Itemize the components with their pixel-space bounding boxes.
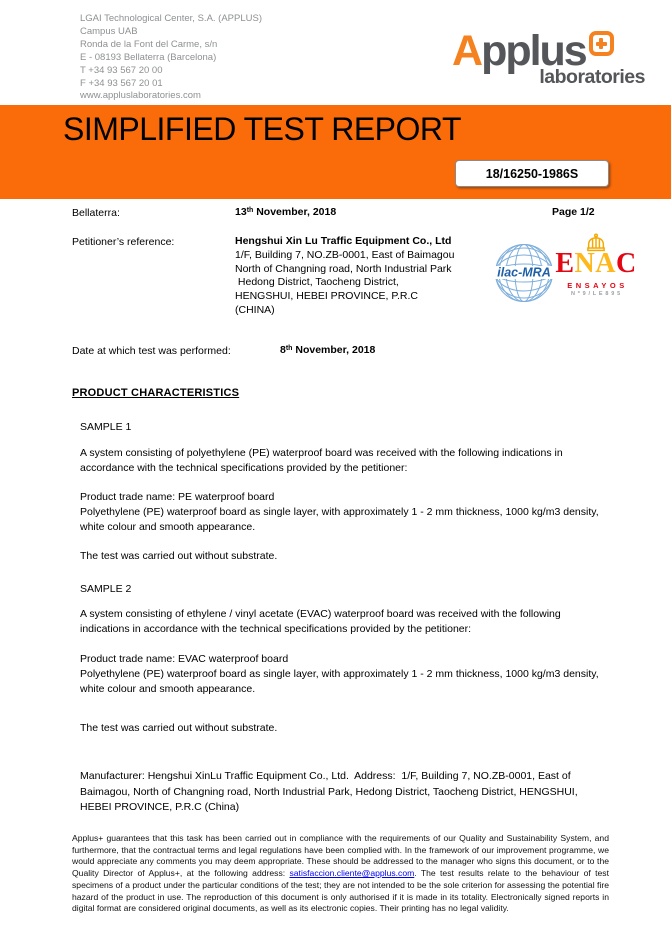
petitioner-address-line: HENGSHUI, HEBEI PROVINCE, P.R.C: [235, 290, 419, 303]
logo-wordmark-a: A: [452, 27, 482, 75]
enac-ensayos-text: ENSAYOS: [567, 281, 628, 290]
contact-line: Campus UAB: [80, 25, 138, 37]
lab-website-text: www.appluslaboratories.com: [80, 90, 201, 102]
enac-wordmark: ENAC: [555, 248, 637, 279]
contact-line: T +34 93 567 20 00: [80, 64, 163, 76]
petitioner-address-line: North of Changning road, North Industrial Park: [235, 262, 452, 275]
test-date-value: 8th November, 2018: [280, 344, 376, 356]
logo-wordmark-rest: pplus: [481, 27, 586, 75]
petitioner-address-block: [235, 235, 454, 318]
sample-1-trade-name: Product trade name: PE waterproof board: [80, 491, 275, 503]
sample-1-description: A system consisting of polyethylene (PE) waterproof board was received with the following indications in accordance with the technical specifications provided by the petitioner:: [80, 447, 563, 474]
lab-contact-block: [80, 13, 262, 103]
petitioner-company-name: Hengshui Xin Lu Traffic Equipment Co., Ltd: [235, 235, 452, 247]
test-date-label: Date at which test was performed:: [72, 345, 231, 357]
sample-2-note: The test was carried out without substrate.: [80, 722, 278, 734]
section-title-product-characteristics: PRODUCT CHARACTERISTICS: [72, 387, 240, 399]
contact-line: Ronda de la Font del Carme, s/n: [80, 38, 218, 50]
petitioner-address-line: Hedong District, Taocheng District,: [235, 276, 399, 289]
report-number-box: [455, 160, 609, 187]
report-date: 13th November, 2018: [235, 206, 337, 218]
sample-1-title: SAMPLE 1: [80, 421, 132, 433]
place-label: Bellaterra:: [72, 207, 120, 219]
sample-1-note: The test was carried out without substrate.: [80, 550, 278, 562]
sample-1-details: Polyethylene (PE) waterproof board as single layer, with approximately 1 - 2 mm thickness, 1000 kg/m3 density, white colour and smooth appearance.: [80, 506, 599, 533]
email-link[interactable]: satisfaccion.cliente@applus.com: [289, 868, 415, 879]
ilac-mra-text: ilac-MRA: [497, 265, 551, 280]
sample-2-description: A system consisting of ethylene / vinyl acetate (EVAC) waterproof board was received with the following indications in accordance with the technical specifications provided by the petitioner:: [80, 608, 561, 635]
report-banner: [0, 105, 671, 199]
contact-line: F +34 93 567 20 01: [80, 77, 163, 89]
globe-icon: [492, 243, 556, 303]
report-number: 18/16250-1986S: [485, 166, 579, 181]
plus-icon: [589, 31, 614, 56]
page-title: SIMPLIFIED TEST REPORT: [63, 111, 461, 147]
sample-2-details: Polyethylene (PE) waterproof board as single layer, with approximately 1 - 2 mm thickness, 1000 kg/m3 density, white colour and smooth appearance.: [80, 668, 599, 695]
legal-text-after-email: . The test results relate to the behaviour of test specimens of a product under the particular conditions of the test; they are not intended to be the sole criterion for assessing the potential fire hazard of the product in use. The reproduction of this document is only authorised if it is made in its totality. Electronically signed reports in digital format are considered original documents, as well as its electronic copies. Their printing has no legal validity.: [72, 868, 609, 914]
manufacturer-paragraph: Manufacturer: Hengshui XinLu Traffic Equipment Co., Ltd. Address: 1/F, Building 7, NO.ZB-0001, East of Baimagou, North of Changning road, North Industrial Park, Hedong District, Taocheng District, HENGSHUI, HEBEI PROVINCE, P.R.C (China): [80, 770, 581, 813]
page-indicator: Page 1/2: [552, 206, 595, 218]
petitioner-address-line: (CHINA): [235, 303, 275, 316]
sample-2-trade-name: Product trade name: EVAC waterproof board: [80, 653, 289, 665]
applus-logo: [452, 27, 647, 89]
contact-line: LGAI Technological Center, S.A. (APPLUS): [80, 13, 262, 24]
logo-laboratories-text: laboratories: [539, 66, 645, 88]
contact-line: E - 08193 Bellaterra (Barcelona): [80, 51, 217, 63]
sample-2-trade-block: [80, 652, 607, 697]
legal-footer: [72, 833, 609, 915]
ilac-mra-logo: [492, 243, 556, 308]
reference-label: Petitioner’s reference:: [72, 236, 175, 248]
petitioner-address-line: 1/F, Building 7, NO.ZB-0001, East of Baimagou: [235, 248, 455, 261]
enac-logo: [556, 233, 636, 297]
sample-2-title: SAMPLE 2: [80, 583, 132, 595]
legal-text-before-email: Applus+ guarantees that this task has been carried out in compliance with the requirements of our Quality and Sustainability System, and furthermore, that the contractual terms and legal regulations have been complied with. In the framework of our improvement programme, we would appreciate any comments you may deem appropriate. These should be addressed to the manager who signs this document, or to the Quality Director of Applus+, at the following address:: [72, 833, 609, 879]
enac-accreditation-number: Nº9/LE895: [571, 291, 623, 297]
sample-1-trade-block: [80, 490, 607, 535]
